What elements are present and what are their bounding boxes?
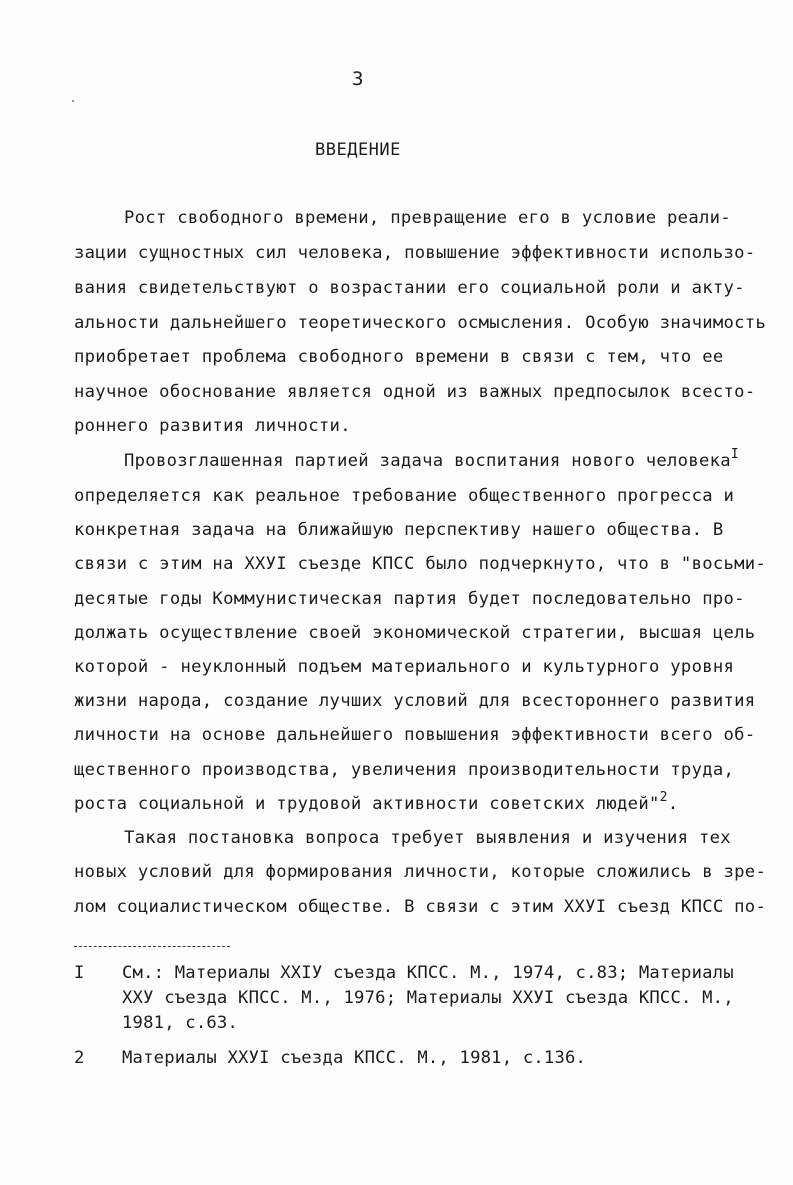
text-line: личности на основе дальнейшего повышения эффективности всего об- — [74, 725, 756, 745]
footnote-number: I — [74, 963, 85, 983]
text-line: приобретает проблема свободного времени в связи с тем, что ее — [74, 347, 724, 367]
text-line — [124, 447, 740, 471]
footnote-line: ХХУ съезда КПСС. М., 1976; Материалы ХХУI съезда КПСС. М., — [122, 988, 734, 1008]
text-line: научное обоснование является одной из важных предпосылок всесто- — [74, 382, 756, 402]
text-line: лом социалистическом обществе. В связи с этим ХХУI съезд КПСС по- — [74, 897, 767, 917]
text-line: Такая постановка вопроса требует выявления и изучения тех — [124, 828, 731, 848]
text-line: роннего развития личности. — [74, 416, 351, 436]
footnote-line: Материалы ХХУI съезда КПСС. М., 1981, с.136. — [122, 1048, 587, 1068]
text-line: новых условий для формирования личности, которые сложились в зре- — [74, 862, 767, 882]
text-line: зации сущностных сил человека, повышение эффективности использо- — [74, 243, 756, 263]
page-number: 3 — [352, 68, 364, 90]
footnote-line: 1981, с.63. — [122, 1013, 239, 1033]
text-line: десятые годы Коммунистическая партия будет последовательно про- — [74, 589, 745, 609]
text-line: жизни народа, создание лучших условий для всестороннего развития — [74, 691, 756, 711]
text-line: должать осуществление своей экономической стратегии, высшая цель — [74, 623, 756, 643]
text-line: щественного производства, увеличения производительности труда, — [74, 760, 735, 780]
text-span: . — [667, 794, 679, 814]
text-line: вания свидетельствуют о возрастании его социальной роли и акту- — [74, 278, 745, 298]
text-line: Рост свободного времени, превращение его в условие реали- — [124, 208, 731, 228]
footnote-ref-2: 2 — [659, 790, 668, 805]
footnote-line: См.: Материалы ХХIУ съезда КПСС. М., 1974, с.83; Материалы — [122, 963, 734, 983]
footnote-number: 2 — [74, 1048, 85, 1068]
section-title: ВВЕДЕНИЕ — [315, 140, 401, 160]
footnote-ref-1: I — [730, 447, 740, 462]
text-span: роста социальной и трудовой активности советских людей" — [74, 794, 660, 814]
text-line: связи с этим на ХХУI съезде КПСС было подчеркнуто, что в "восьми- — [74, 554, 767, 574]
text-line: определяется как реальное требование общественного прогресса и — [74, 486, 735, 506]
text-span: Провозглашенная партией задача воспитания нового человека — [124, 451, 731, 471]
footnote-divider — [74, 946, 230, 947]
text-line — [74, 790, 679, 814]
text-line: альности дальнейшего теоретического осмысления. Особую значимость — [74, 313, 767, 333]
text-line: конкретная задача на ближайшую перспективу нашего общества. В — [74, 520, 724, 540]
text-line: которой - неуклонный подъем материального и культурного уровня — [74, 657, 735, 677]
scan-speck — [72, 100, 74, 102]
